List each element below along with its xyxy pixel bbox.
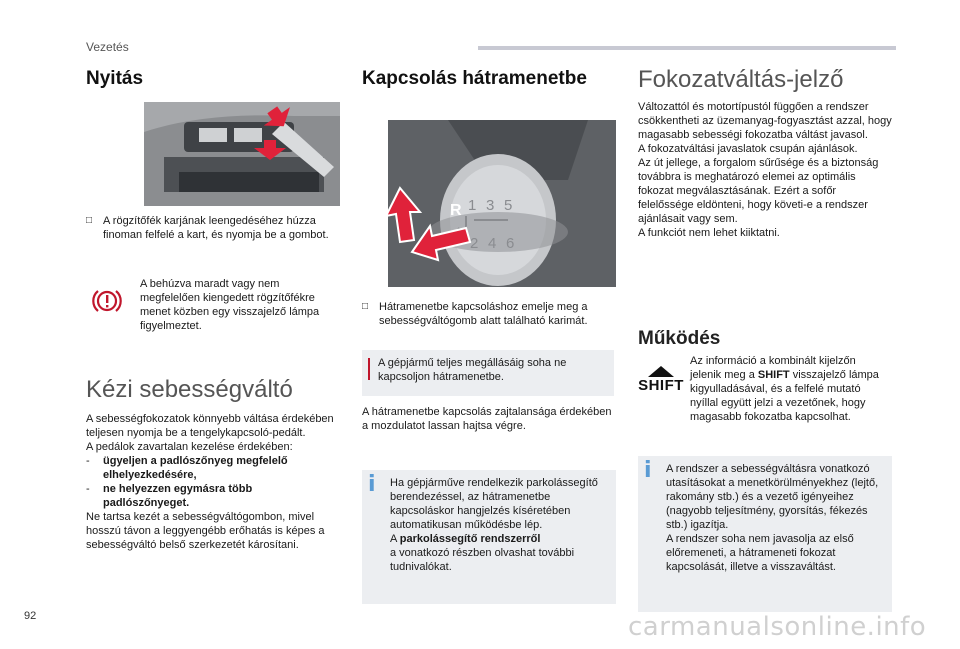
heading-manual-gearbox: Kézi sebességváltó <box>86 376 293 403</box>
reverse-text: Hátramenetbe kapcsoláshoz emelje meg a sebességváltógomb alatt található karimát. <box>379 301 588 327</box>
knob-label-6: 6 <box>506 235 515 252</box>
manual-dash-2: ne helyezzen egymásra több padlószőnyeget. <box>103 483 253 509</box>
operation-text-bold: SHIFT <box>757 369 790 381</box>
heading-reverse: Kapcsolás hátramenetbe <box>362 68 587 89</box>
parking-info-p3: a vonatkozó részben olvashat további tudnivalókat. <box>390 547 575 573</box>
manual-lead: A pedálok zavartalan kezelése érdekében: <box>86 441 293 453</box>
knob-label-3: 3 <box>486 197 495 214</box>
indicator-info-p1: A rendszer a sebességváltásra vonatkozó utasításokat a menetkörülményekhez (lejtő, rakomány stb.) és a vezető igényeihez (nagyobb teljesítmény, gyorsítás, fékezés stb.) igazítja. <box>666 463 879 531</box>
parking-info-p1: Ha gépjárműve rendelkezik parkolássegítő berendezéssel, az hátramenetbe kapcsoláskor hangjelzés kíséretében automatikusan működésbe lép. <box>390 477 598 531</box>
parking-info-p2-bold: parkolássegítő rendszerről <box>399 533 541 545</box>
manual-intro: A sebességfokozatok könnyebb váltása érdekében teljesen nyomja be a tengelykapcsoló-pedált. <box>86 413 334 439</box>
shift-icon-label: SHIFT <box>638 377 684 394</box>
reverse-warning-text: A gépjármű teljes megállásáig soha ne kapcsoljon hátramenetbe. <box>378 357 567 383</box>
knob-label-2: 2 <box>470 235 479 252</box>
knob-label-4: 4 <box>488 235 497 252</box>
indicator-para4: A funkciót nem lehet kiiktatni. <box>638 227 780 239</box>
knob-label-r: R <box>450 202 462 219</box>
heading-opening: Nyitás <box>86 68 144 89</box>
operation-text <box>690 354 886 424</box>
page-number: 92 <box>24 610 37 622</box>
indicator-intro: Változattól és motortípustól függően a rendszer csökkentheti az üzemanyag-fogyasztást azzal, hogy magasabb sebességi fokozatba váltást javasol. <box>638 101 892 141</box>
manual-outro: Ne tartsa kezét a sebességváltógombon, mivel hosszú távon a leggyengébb erőhatás is képes a sebességváltó belső szerkezetét károsítani. <box>86 511 325 551</box>
header-divider <box>478 46 896 50</box>
heading-operation: Működés <box>638 328 721 349</box>
release-text: A rögzítőfék karjának leengedéséhez húzza finoman felfelé a kart, és nyomja be a gombot. <box>103 215 329 241</box>
warning-marker <box>368 358 370 380</box>
manual-gearbox-body: A sebességfokozatok könnyebb váltása érdekében teljesen nyomja be a tengelykapcsoló-pedált. A pedálok zavartalan kezelése érdekében: - ügyeljen a padlószőnyeg megfelelő elhelyezkedésére, - ne helyezzen egymásra több padlószőnyeget. Ne tartsa kezét a sebességváltógombon, mivel hosszú távon a leggyengébb erőhatás is képes a sebességváltó belső szerkezetét károsítani. <box>86 412 338 552</box>
reverse-instruction <box>362 300 610 328</box>
manual-dash-1: ügyeljen a padlószőnyeg megfelelő elhelyezkedésére, <box>103 455 288 481</box>
parking-info-p2-pre: A <box>390 533 400 545</box>
brake-warning-icon <box>92 286 122 316</box>
gear-indicator-body <box>638 100 894 240</box>
reverse-noise-text: A hátramenetbe kapcsolás zajtalansága érdekében a mozdulatot lassan hajtsa végre. <box>362 406 612 432</box>
arrow-push-left-icon <box>408 212 472 268</box>
reverse-warning-box <box>362 350 614 396</box>
watermark: carmanualsonline.info <box>628 612 927 642</box>
operation-text-pre: Az információ a kombinált kijelzőn jelenik meg a <box>690 355 856 381</box>
gear-indicator-info-box <box>638 456 892 612</box>
checkbox-bullet-icon: □ <box>362 301 369 312</box>
info-icon: i <box>644 458 652 483</box>
release-instruction <box>86 214 336 242</box>
shift-indicator-icon <box>638 364 684 398</box>
operation-text-post: visszajelző lámpa kigyulladásával, és a felfelé mutató nyíllal együtt jelzi a vezetőnek, hogy magasabb fokozatba kapcsolhat. <box>690 369 879 423</box>
parking-assist-info-box <box>362 470 616 604</box>
info-icon: i <box>368 472 376 497</box>
indicator-para3: Az út jellege, a forgalom sűrűsége és a biztonság továbbra is meghatározó elemei az optimális fokozat megválasztásának. Ezért a sofőr felelőssége eldönteni, hogy követi-e a rendszer ajánlásait vagy sem. <box>638 157 879 225</box>
parking-brake-image <box>144 102 340 206</box>
indicator-para2: A fokozatváltási javaslatok csupán ajánlások. <box>638 143 858 155</box>
knob-label-5: 5 <box>504 197 513 214</box>
heading-gear-indicator: Fokozatváltás-jelző <box>638 66 844 93</box>
knob-label-1: 1 <box>468 197 477 214</box>
section-label: Vezetés <box>86 40 129 54</box>
checkbox-bullet-icon: □ <box>86 215 93 226</box>
brake-warning-text: A behúzva maradt vagy nem megfelelően kiengedett rögzítőfékre menet közben egy visszajelző lámpa figyelmeztet. <box>140 278 320 332</box>
indicator-info-p2: A rendszer soha nem javasolja az első előremeneti, a hátrameneti fokozat kapcsolását, illetve a visszaváltást. <box>666 533 854 573</box>
parking-brake-illustration <box>144 102 340 206</box>
